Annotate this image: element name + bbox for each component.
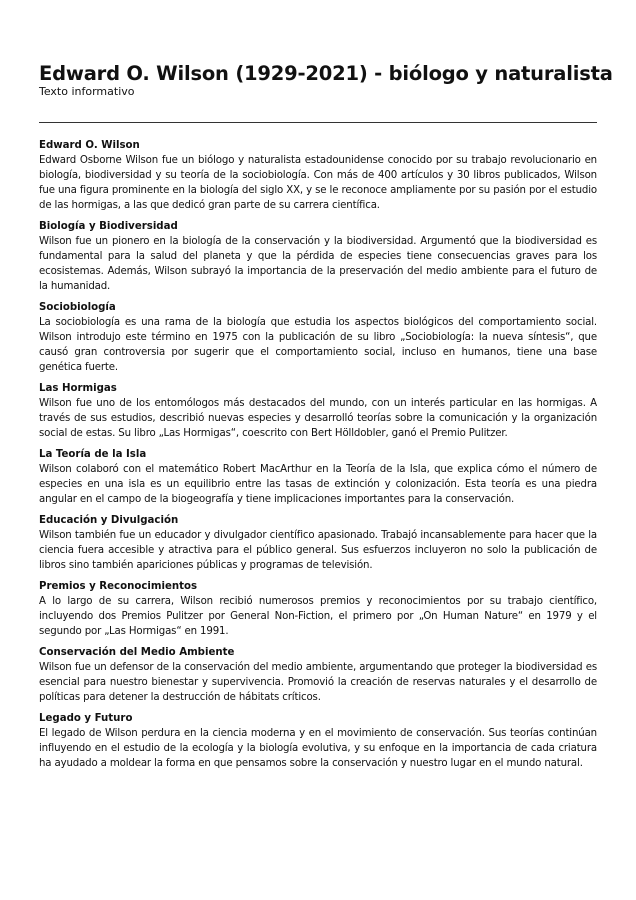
document-body	[39, 138, 597, 777]
section-premios-y-reconocimientos	[39, 579, 597, 639]
header-divider	[39, 122, 597, 123]
section-paragraph: Wilson fue uno de los entomólogos más destacados del mundo, con un interés particular en las hormigas. A través de sus estudios, describió nuevas especies y desarrolló teorías sobre la comunicación y la organización social de estas. Su libro „Las Hormigas“, coescrito con Bert Hölldobler, ganó el Premio Pulitzer.	[39, 398, 597, 439]
section-conservacion-medio-ambiente	[39, 645, 597, 705]
section-paragraph: La sociobiología es una rama de la biología que estudia los aspectos biológicos del comportamiento social. Wilson introdujo este término en 1975 con la publicación de su libro „Sociobiología: la nueva síntesis“, que causó gran controversia por sugerir que el comportamiento social, incluso en humanos, tiene una base genética fuerte.	[39, 317, 597, 373]
section-educacion-y-divulgacion	[39, 513, 597, 573]
section-heading: Las Hormigas	[39, 383, 117, 394]
section-heading: La Teoría de la Isla	[39, 449, 147, 460]
page-subtitle: Texto informativo	[39, 85, 135, 98]
section-legado-y-futuro	[39, 711, 597, 771]
section-heading: Biología y Biodiversidad	[39, 221, 178, 232]
section-paragraph: El legado de Wilson perdura en la ciencia moderna y en el movimiento de conservación. Sus teorías continúan influyendo en el estudio de la ecología y la biología evolutiva, y su enfoque en la importancia de cada criatura ha ayudado a moldear la forma en que pensamos sobre la conservación y nuestro lugar en el mundo natural.	[39, 728, 597, 769]
section-heading: Edward O. Wilson	[39, 140, 140, 151]
page-title: Edward O. Wilson (1929-2021) - biólogo y naturalista	[39, 62, 613, 85]
section-heading: Premios y Reconocimientos	[39, 581, 198, 592]
section-paragraph: Wilson también fue un educador y divulgador científico apasionado. Trabajó incansablemente para hacer que la ciencia fuera accesible y atractiva para el público general. Sus esfuerzos incluyeron no solo la publicación de libros sino también apariciones públicas y programas de televisión.	[39, 530, 597, 571]
section-heading: Educación y Divulgación	[39, 515, 179, 526]
section-paragraph: Edward Osborne Wilson fue un biólogo y naturalista estadounidense conocido por su trabajo revolucionario en biología, biodiversidad y su teoría de la sociobiología. Con más de 400 artículos y 30 libros publicados, Wilson fue una figura prominente en la biología del siglo XX, y se le reconoce ampliamente por su pasión por el estudio de las hormigas, a las que dedicó gran parte de su carrera científica.	[39, 155, 597, 211]
section-sociobiologia	[39, 300, 597, 375]
section-biologia-y-biodiversidad	[39, 219, 597, 294]
section-paragraph: Wilson colaboró con el matemático Robert MacArthur en la Teoría de la Isla, que explica cómo el número de especies en una isla es un equilibrio entre las tasas de extinción y colonización. Esta teoría es una piedra angular en el campo de la biogeografía y tiene implicaciones importantes para la conservación.	[39, 464, 597, 505]
section-paragraph: A lo largo de su carrera, Wilson recibió numerosos premios y reconocimientos por su trabajo científico, incluyendo dos Premios Pulitzer por General Non-Fiction, el primero por „On Human Nature“ en 1979 y el segundo por „Las Hormigas“ en 1991.	[39, 596, 597, 637]
section-heading: Sociobiología	[39, 302, 116, 313]
section-paragraph: Wilson fue un defensor de la conservación del medio ambiente, argumentando que proteger la biodiversidad es esencial para nuestro bienestar y supervivencia. Promovió la creación de reservas naturales y el desarrollo de políticas para detener la destrucción de hábitats críticos.	[39, 662, 597, 703]
section-las-hormigas	[39, 381, 597, 441]
section-heading: Conservación del Medio Ambiente	[39, 647, 235, 658]
section-edward-o-wilson	[39, 138, 597, 213]
section-teoria-de-la-isla	[39, 447, 597, 507]
section-heading: Legado y Futuro	[39, 713, 133, 724]
section-paragraph: Wilson fue un pionero en la biología de la conservación y la biodiversidad. Argumentó que la biodiversidad es fundamental para la salud del planeta y que la pérdida de especies tiene consecuencias graves para los ecosistemas. Además, Wilson subrayó la importancia de la preservación del medio ambiente para el futuro de la humanidad.	[39, 236, 597, 292]
